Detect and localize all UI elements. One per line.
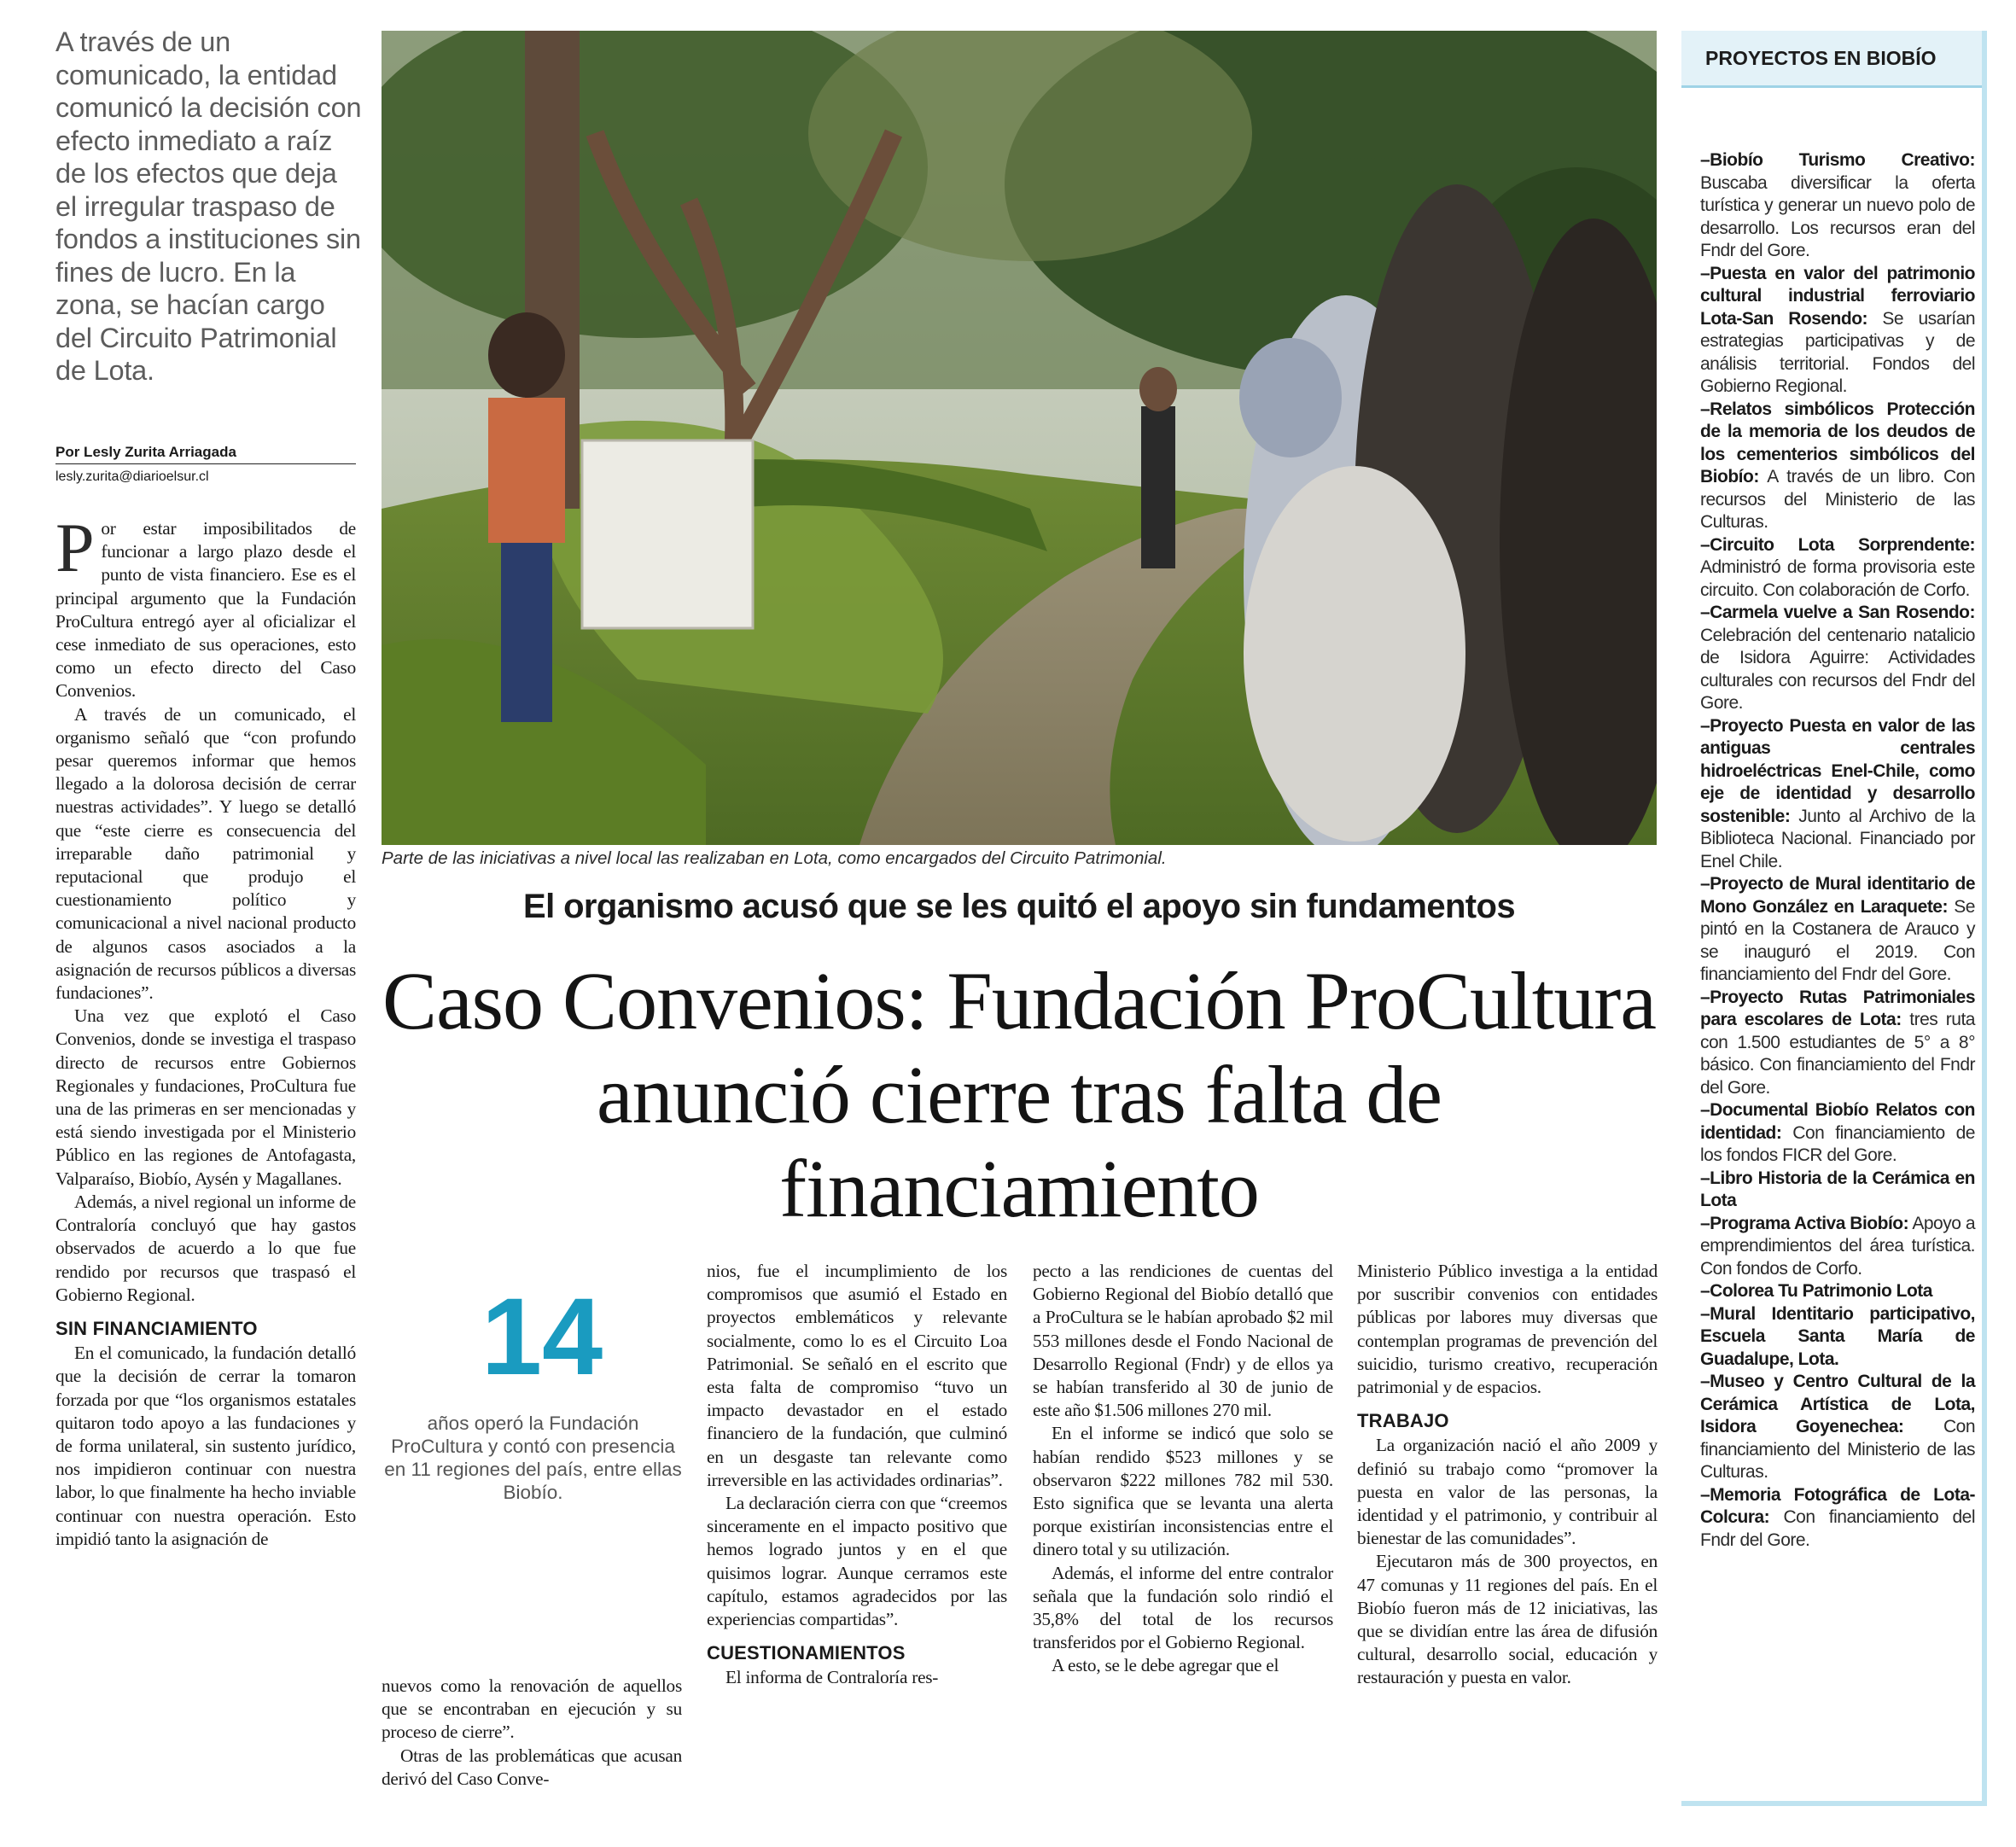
project-name: –Programa Activa Biobío:: [1700, 1213, 1909, 1233]
stat-number: 14: [481, 1276, 603, 1398]
drop-cap: P: [55, 509, 95, 586]
byline: Por Lesly Zurita Arriagada: [55, 444, 356, 464]
paragraph: Ejecutaron más de 300 proyectos, en 47 comunas y 11 regiones del país. En el Biobío fueron más de 12 iniciativas, las que se dividían entre las área de difusión cultural, desarrollo social, educación y restauración y puesta en valor.: [1357, 1551, 1658, 1688]
paragraph: A través de un comunicado, el organismo señaló que “con profundo pesar queremos informar que hemos llegado a la dolorosa decisión de cerrar nuestras actividades”. Y luego se detalló que “este cierre es consecuencia del irreparable daño patrimonial y reputacional que produjo el cuestionamiento político y comunicacional a nivel nacional producto de algunos casos asociados a la asignación de recursos públicos a diversas fundaciones”.: [55, 703, 356, 1004]
body-column-1: [55, 509, 356, 1551]
project-item: [1700, 987, 1975, 1100]
body-column-5: [1357, 1260, 1658, 1690]
paragraph: A esto, se le debe agregar que el: [1052, 1655, 1279, 1676]
section-subhead: TRABAJO: [1357, 1410, 1449, 1432]
project-name: –Proyecto de Mural identitario de Mono González en Laraquete:: [1700, 874, 1975, 917]
sidebar-list: [1681, 88, 1982, 1552]
project-detail: Celebración del centenario natalicio de Isidora Aguirre: Actividades culturales con recursos del Fndr del Gore.: [1700, 625, 1975, 713]
body-column-4: [1033, 1260, 1333, 1678]
paragraph: La organización nació el año 2009 y definió su trabajo como “promover la puesta en valor de las personas, la identidad y el patrimonio, y contribuir al bienestar de las comunidades”.: [1357, 1435, 1658, 1549]
article-photo: [382, 31, 1657, 845]
paragraph-text: or estar imposibilitados de funcionar a largo plazo desde el punto de vista financiero. Ese es el principal argumento que la Fundación ProCultura entregó ayer al oficializar el cese inmediato de sus operaciones, esto como un efecto directo del Caso Convenios.: [55, 518, 356, 702]
project-detail: Administró de forma provisoria este circuito. Con colaboración de Corfo.: [1700, 557, 1975, 600]
section-subhead: SIN FINANCIAMIENTO: [55, 1317, 258, 1339]
paragraph: Además, a nivel regional un informe de Contraloría concluyó que hay gastos observados de acuerdo a lo que fue rendido por recursos que traspasó el Gobierno Regional.: [55, 1191, 356, 1305]
project-name: –Carmela vuelve a San Rosendo:: [1700, 603, 1975, 622]
project-name: –Colorea Tu Patrimonio Lota: [1700, 1281, 1932, 1301]
body-column-3: [707, 1260, 1007, 1690]
author-email: lesly.zurita@diarioelsur.cl: [55, 469, 209, 484]
project-item: [1700, 1280, 1975, 1303]
garden-tour-photo: [382, 31, 1657, 845]
project-name: –Mural Identitario participativo, Escuela Santa María de Guadalupe, Lota.: [1700, 1303, 1975, 1369]
project-name: –Memoria Fotográfica de Lota-Colcura:: [1700, 1484, 1975, 1527]
project-detail: Se pintó en la Costanera de Arauco y se inauguró el 2019. Con financiamiento del Fndr del Gore.: [1700, 896, 1975, 984]
photo-caption: Parte de las iniciativas a nivel local las realizaban en Lota, como encargados del Circuito Patrimonial.: [382, 848, 1167, 868]
project-name: –Puesta en valor del patrimonio cultural industrial ferroviario Lota-San Rosendo:: [1700, 263, 1975, 329]
paragraph: Una vez que explotó el Caso Convenios, donde se investiga el traspaso directo de recursos entre Gobiernos Regionales y fundaciones, ProCultura fue una de las primeras en ser mencionadas y está siendo investigada por el Ministerio Público en las regiones de Antofagasta, Valparaíso, Biobío, Aysén y Magallanes.: [55, 1005, 356, 1189]
paragraph: En el informe se indicó que solo se habían rendido $523 millones y se observaron $222 millones 782 mil 530. Esto significa que se levanta una alerta porque existirían inconsistencias entre el dinero total y su utilización.: [1033, 1423, 1333, 1560]
paragraph: El informa de Contraloría res-: [725, 1667, 939, 1688]
project-detail: Apoyo a emprendimientos del área turística. Con fondos de Corfo.: [1700, 1213, 1975, 1279]
project-name: –Libro Historia de la Cerámica en Lota: [1700, 1168, 1975, 1210]
project-name: –Relatos simbólicos Protección de la memoria de los deudos de los cementerios simbólicos del Biobío:: [1700, 399, 1975, 487]
project-detail: Con financiamiento de los fondos FICR del Gore.: [1700, 1122, 1975, 1165]
project-name: –Circuito Lota Sorprendente:: [1700, 534, 1975, 555]
project-item: [1700, 1484, 1975, 1553]
paragraph: pecto a las rendiciones de cuentas del Gobierno Regional del Biobío detalló que a ProCultura se le habían aprobado $2 mil 553 millones desde el Fondo Nacional de Desarrollo Regional (Fndr) y de ellos ya se habían transferido al 30 de junio de este año $1.506 millones 270 mil.: [1033, 1261, 1333, 1421]
project-name: –Proyecto Rutas Patrimoniales para escolares de Lota:: [1700, 987, 1975, 1029]
paragraph: La declaración cierra con que “creemos sinceramente en el impacto positivo que hemos logrado juntos y en el que quisimos lograr. Aunque cerramos este capítulo, estamos agradecidos por las experiencias compartidas”.: [707, 1493, 1007, 1630]
projects-sidebar: [1681, 31, 1987, 1806]
paragraph: nios, fue el incumplimiento de los compromisos que asumió el Estado en proyectos emblemáticos y relevante socialmente, como lo es el Circuito Loa Patrimonial. Se señaló en el escrito que esta falta de compromiso “tuvo un impacto devastador en el estado financiero de la fundación, que culminó en un desgaste tan relevante como irreversible en las actividades ordinarias”.: [707, 1261, 1007, 1490]
project-item: [1700, 534, 1975, 603]
section-subhead: CUESTIONAMIENTOS: [707, 1642, 906, 1664]
project-detail: A través de un libro. Con recursos del Ministerio de las Culturas.: [1700, 467, 1975, 532]
paragraph: Ministerio Público investiga a la entidad por suscribir convenios con entidades públicas por labores muy diversas que contemplan programas de prevención del suicidio, turismo creativo, recuperación patrimonial y de espacios.: [1357, 1261, 1658, 1398]
project-item: [1700, 715, 1975, 874]
project-item: [1700, 1371, 1975, 1484]
project-item: [1700, 263, 1975, 399]
stat-description: años operó la Fundación ProCultura y contó con presencia en 11 regiones del país, entre ellas Biobío.: [384, 1413, 682, 1503]
paragraph: Otras de las problemáticas que acusan derivó del Caso Conve-: [382, 1745, 682, 1789]
project-detail: Se usarían estrategias participativas y de análisis territorial. Fondos del Gobierno Regional.: [1700, 308, 1975, 396]
paragraph: nuevos como la renovación de aquellos que se encontraban en ejecución y su proceso de cierre”.: [382, 1675, 682, 1743]
project-name: –Biobío Turismo Creativo:: [1700, 150, 1975, 170]
project-item: [1700, 873, 1975, 987]
project-name: –Museo y Centro Cultural de la Cerámica Artística de Lota, Isidora Goyenechea:: [1700, 1372, 1975, 1436]
paragraph: Además, el informe del entre contralor señala que la fundación solo rindió el 35,8% del total de los recursos transferidos por el Gobierno Regional.: [1033, 1562, 1333, 1653]
project-item: [1700, 1213, 1975, 1281]
paragraph: En el comunicado, la fundación detalló que la decisión de cerrar la tomaron forzada por que “los organismos estatales quitaron todo apoyo a las fundaciones y de forma unilateral, sin sustento jurídico, nos impidieron continuar con nuestra labor, lo que finalmente ha hecho inviable continuar con nuestra operación. Esto impidió tanto la asignación de: [55, 1343, 356, 1549]
main-headline: Caso Convenios: Fundación ProCultura anunció cierre tras falta de financiamiento: [382, 955, 1656, 1234]
project-detail: Buscaba diversificar la oferta turística y generar un nuevo polo de desarrollo. Los recursos eran del Fndr del Gore.: [1700, 172, 1975, 260]
article-lede: A través de un comunicado, la entidad comunicó la decisión con efecto inmediato a raíz de los efectos que deja el irregular traspaso de fondos a instituciones sin fines de lucro. En la zona, se hacían cargo del Circuito Patrimonial de Lota.: [55, 26, 362, 386]
project-item: [1700, 399, 1975, 534]
project-item: [1700, 149, 1975, 263]
sidebar-title: PROYECTOS EN BIOBÍO: [1681, 31, 1982, 88]
project-item: [1700, 1303, 1975, 1372]
project-detail: tres ruta con 1.500 estudiantes de 5° a 8° básico. Con financiamiento del Fndr del Gore.: [1700, 1010, 1975, 1098]
project-detail: Con financiamiento del Fndr del Gore.: [1700, 1507, 1975, 1550]
project-name: –Documental Biobío Relatos con identidad:: [1700, 1100, 1975, 1143]
project-name: –Proyecto Puesta en valor de las antiguas centrales hidroeléctricas Enel-Chile, como eje de identidad y desarrollo sostenible:: [1700, 715, 1975, 826]
opening-paragraph: [55, 509, 356, 703]
project-item: [1700, 1168, 1975, 1213]
kicker-headline: El organismo acusó que se les quitó el apoyo sin fundamentos: [522, 888, 1515, 925]
project-item: [1700, 1099, 1975, 1168]
project-detail: Junto al Archivo de la Biblioteca Nacional. Financiado por Enel Chile.: [1700, 806, 1975, 871]
body-column-2: [382, 1675, 682, 1791]
project-detail: Con financiamiento del Ministerio de las Culturas.: [1700, 1417, 1975, 1482]
project-item: [1700, 602, 1975, 715]
